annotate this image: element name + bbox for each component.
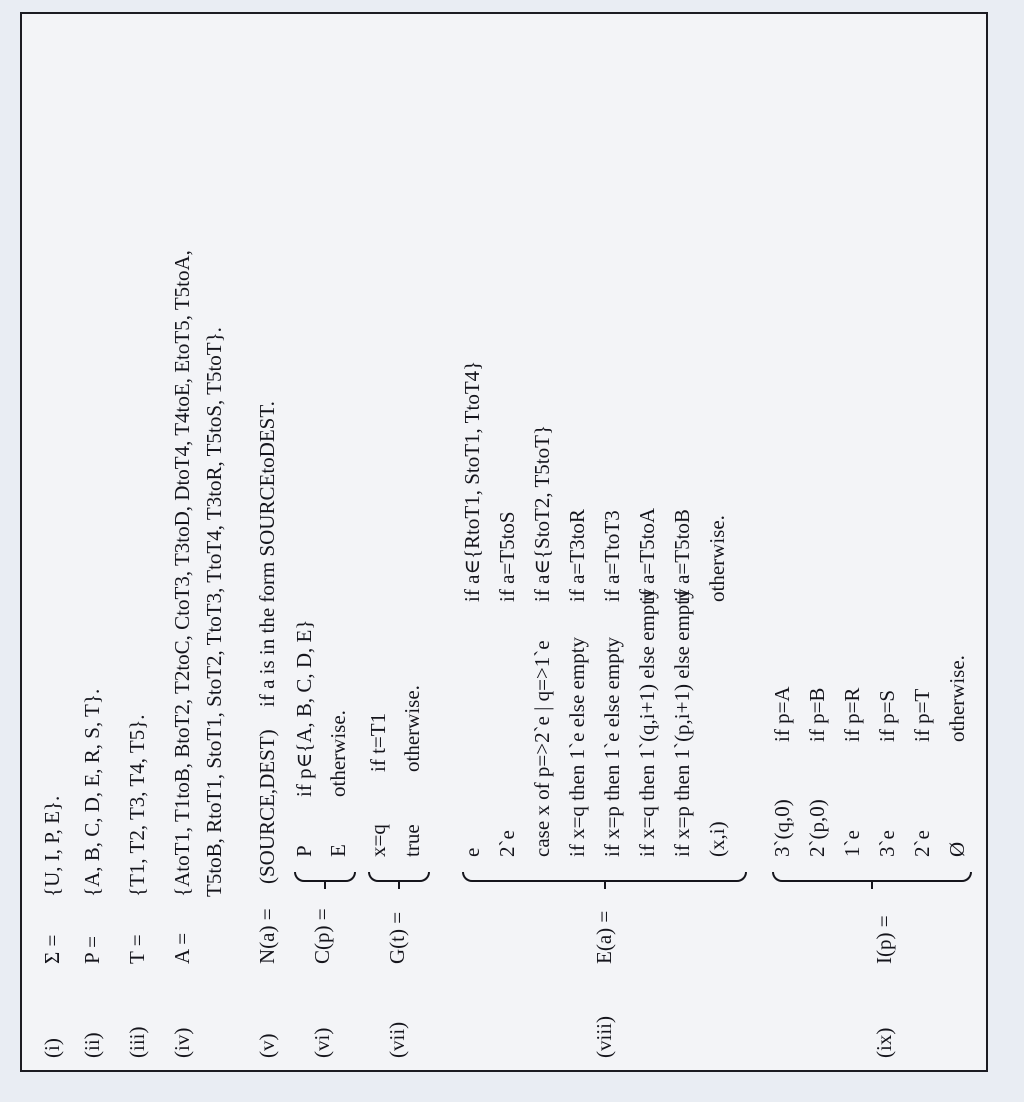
def-vii-case-condition: otherwise. [400, 685, 424, 772]
def-viii-lhs: E(a) = [592, 910, 616, 964]
def-ix-case-condition: if p=A [770, 686, 794, 742]
def-iii-rhs: {T1, T2, T3, T4, T5}. [125, 714, 149, 897]
def-ix-case-value: 3`(q,0) [770, 799, 794, 857]
def-vi-case-condition: if p∈{A, B, C, D, E} [292, 619, 316, 797]
def-i-number: (i) [40, 1038, 64, 1058]
def-v-number: (v) [255, 1033, 279, 1058]
def-v-rhs: (SOURCE,DEST) [255, 729, 279, 884]
def-i-rhs: {U, I, P, E}. [40, 795, 64, 897]
def-viii-case-value: if x=p then 1`(p,i+1) else empty [670, 588, 694, 857]
def-ix-brace [772, 872, 972, 882]
def-ix-case-condition: if p=T [910, 688, 934, 742]
def-viii-case-value: if x=q then 1`e else empty [565, 636, 589, 857]
def-v-condition: if a is in the form SOURCEtoDEST. [255, 401, 279, 707]
rotated-definitions-block [22, 12, 988, 1072]
def-vii-lhs: G(t) = [385, 911, 409, 964]
def-viii-case-condition: if a=T3toR [565, 509, 589, 602]
def-iv-rhs-line1: {AtoT1, T1toB, BtoT2, T2toC, CtoT3, T3toD, DtoT4, T4toE, EtoT5, T5toA, [170, 250, 194, 897]
def-ix-case-value: 1`e [840, 830, 864, 857]
def-vii-case-value: true [400, 824, 424, 857]
def-ii-number: (ii) [80, 1032, 104, 1058]
def-viii-case-value: if x=p then 1`e else empty [600, 636, 624, 857]
def-i-lhs: Σ = [40, 934, 64, 964]
def-ix-case-condition: if p=S [875, 689, 899, 742]
def-ix-number: (ix) [872, 1027, 896, 1058]
def-ii-lhs: P = [80, 936, 104, 964]
def-iv-number: (iv) [170, 1027, 194, 1058]
def-viii-case-condition: if a∈{RtoT1, StoT1, TtoT4} [460, 360, 484, 602]
def-vii-case-value: x=q [366, 824, 390, 857]
def-viii-case-value: 2`e [495, 830, 519, 857]
def-viii-case-condition: otherwise. [705, 515, 729, 602]
def-viii-number: (viii) [592, 1016, 616, 1058]
def-viii-case-condition: if a=T5toB [670, 509, 694, 602]
def-viii-case-value: case x of p=>2`e | q=>1`e [530, 640, 554, 857]
def-viii-case-condition: if a=T5toS [495, 511, 519, 602]
def-iii-lhs: T = [125, 934, 149, 964]
def-ix-lhs: I(p) = [872, 915, 896, 964]
def-vii-number: (vii) [385, 1021, 409, 1058]
def-v-lhs: N(a) = [255, 908, 279, 964]
def-ii-rhs: {A, B, C, D, E, R, S, T}. [80, 688, 104, 897]
def-viii-case-condition: if a=TtoT3 [600, 510, 624, 602]
def-vi-number: (vi) [310, 1027, 334, 1058]
def-viii-brace [462, 872, 747, 882]
def-vii-case-condition: if t=T1 [366, 712, 390, 772]
def-iv-rhs-line2: T5toB, RtoT1, StoT1, StoT2, TtoT3, TtoT4, T3toR, T5toS, T5toT}. [202, 327, 226, 897]
def-viii-case-condition: if a=T5toA [635, 507, 659, 602]
def-ix-case-value: 3`e [875, 830, 899, 857]
def-vii-brace [368, 872, 430, 882]
def-vi-case-value: P [292, 845, 316, 857]
def-vi-case-condition: otherwise. [326, 710, 350, 797]
def-ix-case-value: 2`e [910, 830, 934, 857]
def-iv-lhs: A = [170, 932, 194, 964]
def-ix-case-value: Ø [945, 841, 969, 857]
def-vi-case-value: E [326, 844, 350, 857]
document-page [20, 12, 988, 1072]
def-viii-case-value: e [460, 847, 484, 857]
def-viii-case-value: if x=q then 1`(q,i+1) else empty [635, 588, 659, 857]
def-ix-case-value: 2`(p,0) [805, 799, 829, 857]
def-ix-case-condition: if p=B [805, 687, 829, 742]
def-viii-case-value: (x,i) [705, 821, 729, 857]
def-vi-lhs: C(p) = [310, 908, 334, 964]
def-iii-number: (iii) [125, 1026, 149, 1058]
def-vi-brace [294, 872, 356, 882]
def-ix-case-condition: otherwise. [945, 655, 969, 742]
def-ix-case-condition: if p=R [840, 687, 864, 742]
def-viii-case-condition: if a∈{StoT2, T5toT} [530, 424, 554, 602]
